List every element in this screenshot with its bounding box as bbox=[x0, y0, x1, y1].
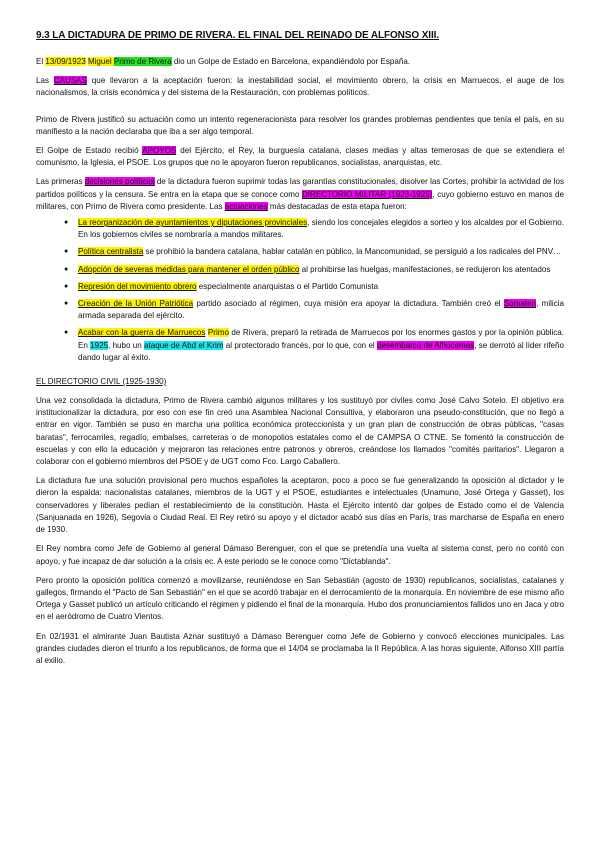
highlight-miguel: Miguel bbox=[87, 57, 114, 66]
paragraph-causas bbox=[36, 75, 564, 99]
highlight-ataque: ataque de Abd el Krim bbox=[144, 340, 224, 350]
highlight-actuaciones: actuaciones bbox=[224, 201, 268, 211]
highlight-text: Represión del movimiento obrero bbox=[78, 281, 197, 291]
list-item bbox=[78, 298, 564, 322]
text: , siendo los concejales elegidos a sorteo y los alcaldes por el Gobierno. En los gobiernos civiles se nombraría a mandos militares. bbox=[78, 218, 565, 240]
highlight-text: Política centralista bbox=[78, 247, 144, 257]
text: Las primeras bbox=[36, 177, 85, 187]
text: El Golpe de Estado recibió bbox=[36, 146, 143, 156]
highlight-text: Creación de la Unión Patriótica bbox=[78, 299, 194, 309]
text: Las bbox=[36, 76, 54, 86]
text: al protectorado francés, por lo que, con el bbox=[223, 340, 378, 350]
highlight-text: Acabar con la guerra de Marruecos bbox=[78, 328, 206, 338]
actuaciones-list bbox=[36, 217, 564, 364]
text: , se derrotó al líder rifeño dando lugar al éxito. bbox=[78, 340, 564, 362]
text: al prohibirse las huelgas, manifestaciones, se redujeron los atentados bbox=[299, 264, 551, 274]
paragraph-golpe bbox=[36, 56, 564, 68]
list-item bbox=[78, 246, 564, 258]
text: , milicia armada separada del ejército. bbox=[78, 299, 564, 321]
paragraph-berenguer: El Rey nombra como Jefe de Gobierno al general Dámaso Berenguer, con el que se pretendía una vuelta al sistema const, pero no contó con apoyo, y fue incapaz de dar solución a la crisis ec. A este periodo se le conoce como "Dictablanda". bbox=[36, 544, 564, 566]
paragraph-republica: En 02/1931 el almirante Juan Bautista Aznar sustituyó a Dámaso Berenguer como Jefe de Gobierno y convocó elecciones municipales. Las grandes ciudades dieron el triunfo a los republicanos, de forma que el 14/04 se proclamaba la II República. A las horas siguiente, Alfonso XIII partía al exilio. bbox=[36, 631, 564, 665]
highlight-year: 1925 bbox=[90, 340, 109, 350]
text: , cuyo gobierno estuvo en manos de militares, con Primo de Rivera como presidente. Las bbox=[36, 189, 564, 211]
highlight-text: La reorganización de ayuntamientos y diputaciones provinciales bbox=[78, 218, 308, 228]
highlight-apoyos: APOYOS bbox=[142, 146, 177, 156]
highlight-desembarco: desembarco de Alhucemas bbox=[377, 340, 475, 350]
highlight-causas: CAUSAS bbox=[53, 76, 87, 86]
highlight-text: Adopción de severas medidas para mantener el orden público bbox=[78, 264, 300, 274]
text: más destacadas de esta etapa fueron: bbox=[267, 201, 407, 211]
highlight-directorio: DIRECTORIO MILITAR (1923-1925) bbox=[301, 189, 433, 199]
highlight-primo: Primo de Rivera bbox=[113, 57, 172, 66]
text: se prohibió la bandera catalana, hablar catalán en público, la Mancomunidad, se persiguió a los radicales del PNV… bbox=[143, 247, 562, 257]
paragraph-directorio-civil: Una vez consolidada la dictadura, Primo de Rivera cambió algunos militares y los sustituyó por civiles como José Calvo Sotelo. El objetivo era institucionalizar la dictadura, por eso con ese fin creó una Asamblea Nacional Consultiva, y elaboraron una pseudo-constitución, que no llegó a entrar en vigor. También se puso en marcha una política económica proteccionista y un gran plan de construcción de obras públicas, "casas baratas", ferrocarriles, regadío, embalses, carreteras o de monopolios estatales como el de CAMPSA O CTNE. Se fomentó la construcción de escuelas y con ello la educación y mejoraron las relaciones entre patronos y obreros, creándose los llamados "comités paritarios". Llegaron a colaborar con el gobierno miembros del PSOE y de UGT como Fco. Largo Caballero. bbox=[36, 396, 564, 467]
highlight-primo: Primo bbox=[207, 328, 229, 338]
text: del Ejército, el Rey, la burguesía catalana, clases medias y altas temerosas de que se extendiera el comunismo, la Iglesia, el PSOE. Los grupos que no le apoyaron fueron republicanos, socialistas, anarquistas, etc. bbox=[36, 146, 564, 168]
paragraph-oposicion: La dictadura fue una solución provisional pero muchos españoles la aceptaron, poco a poco se fue generalizando la oposición al dictador y le dieron la espalda: nacionalistas catalanes, miembros de la UGT y el PSOE, estudiantes e intelectuales (Unamuno, José Ortega y Gasset), los conservadores y liberales pedían el restablecimiento de la constitución. Hasta el Ejército intentó dar golpes de Estado como el de Valencia (Sanjuanada en 1926), Segovia o Ciudad Real. El Rey retiró su apoyo y el dictador acabó sus días en París, tras marcharse de España en enero de 1930. bbox=[36, 476, 564, 535]
list-item bbox=[78, 264, 564, 276]
paragraph-pacto: Pero pronto la oposición política comenzó a movilizarse, reuniéndose en San Sebastián (agosto de 1930) republicanos, socialistas, catalanes y gallegos, firmando el "Pacto de San Sebastián" en el que se acordó trabajar en el derrocamiento de la monarquía. En noviembre de ese mismo año Ortega y Gasset publicó un artículo criticando el régimen y pidiendo el final de la monarquía. Hubo dos pronunciamientos fallidos uno en Jaca y otro en el aeródromo de Cuatro Vientos. bbox=[36, 575, 564, 622]
highlight-somaten: Somaten bbox=[503, 299, 537, 309]
list-item bbox=[78, 281, 564, 293]
section-subtitle: EL DIRECTORIO CIVIL (1925-1930) bbox=[36, 377, 167, 387]
list-item bbox=[78, 217, 564, 241]
paragraph-apoyos bbox=[36, 145, 564, 169]
text: de Rivera, preparó la retirada de Marruecos por los enormes gastos y por la opinión pública. En bbox=[78, 328, 564, 350]
document-page bbox=[36, 30, 564, 674]
text: especialmente anarquistas o el Partido Comunista bbox=[196, 281, 379, 291]
highlight-date: 13/09/1923 bbox=[45, 57, 86, 66]
text: dio un Golpe de Estado en Barcelona, expandiéndolo por España. bbox=[171, 57, 411, 66]
text: El bbox=[36, 57, 46, 66]
document-title: 9.3 LA DICTADURA DE PRIMO DE RIVERA. EL FINAL DEL REINADO DE ALFONSO XIII. bbox=[36, 30, 440, 41]
paragraph-decisiones bbox=[36, 176, 564, 213]
list-item bbox=[78, 327, 564, 364]
paragraph-justificacion: Primo de Rivera justificó su actuación como un intento regeneracionista para resolver los grandes problemas pendientes que tenía el país, en su manifiesto a la nación declaraba que iba a ser algo temporal. bbox=[36, 114, 564, 136]
text: , hubo un bbox=[108, 340, 145, 350]
text: de la dictadura fueron suprimir todas las garantías constitucionales, disolver las Cortes, prohibir la actividad de los partidos políticos y la censura. Se entra en la etapa que se conoce como bbox=[36, 177, 564, 199]
highlight-decisiones: decisiones políticas bbox=[84, 177, 155, 187]
text: partido asociado al régimen, cuya misión era apoyar la dictadura. También creó el bbox=[193, 299, 504, 309]
text: que llevaron a la aceptación fueron: la inestabilidad social, el movimiento obrero, la crisis en Marruecos, el auge de los nacionalismos, la crisis económica y del sistema de la Restauración, con problemas políticos. bbox=[36, 76, 564, 98]
